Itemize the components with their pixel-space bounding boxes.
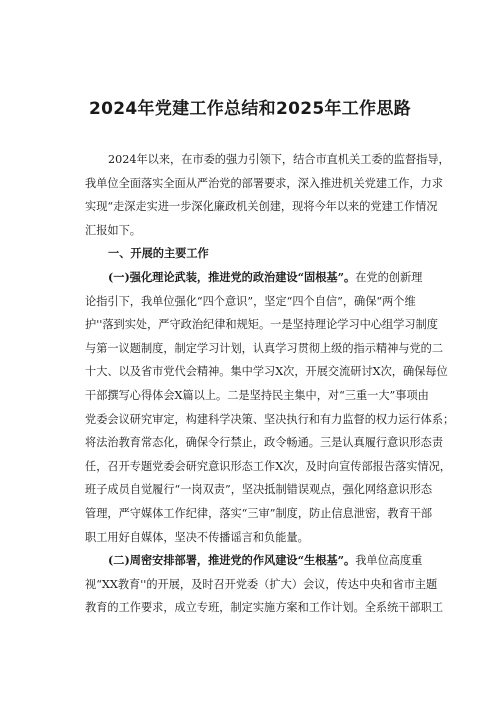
line-text: 任，召开专题党委会研究意识形态工作X次，及时向宣传部报告落实情况， (85, 459, 451, 473)
line-text: 班子成员自觉履行“一岗双责”，坚决抵制错误观点，强化网络意识形态 (85, 483, 433, 497)
body-line (85, 478, 433, 502)
body-line (85, 195, 438, 219)
line-text: 2024年以来，在市委的强力引领下，结合市直机关工委的监督指导， (108, 153, 450, 166)
line-text: 在党的创新理 (355, 270, 423, 284)
body-line (85, 502, 433, 526)
line-text: 我单位全面落实全面从严治党的部署要求，深入推进机关党建工作，力求 (85, 176, 444, 190)
body-line (85, 148, 450, 172)
line-text: 干部撰写心得体会X篇以上。二是坚持民主集中，对“三重一大”事项由 (85, 388, 429, 402)
line-text: 一、开展的主要工作 (108, 246, 209, 261)
body-line (85, 313, 438, 337)
line-text: 护''落到实处，严守政治纪律和规矩。一是坚持理论学习中心组学习制度 (85, 318, 438, 332)
line-text: 论指引下，我单位强化“四个意识”，坚定“四个自信”，确保“两个维 (85, 294, 416, 308)
line-text: 党委会议研究审定，构建科学决策、坚决执行和有力监督的权力运行体系； (85, 412, 455, 426)
document-body (85, 148, 455, 620)
body-line (85, 573, 438, 597)
body-line (85, 455, 451, 479)
line-text: 实现“走深走实进一步深化廉政机关创建，现将今年以来的党建工作情况 (85, 200, 438, 214)
line-text: 职工用好自媒体，坚决不传播谣言和负能量。 (85, 530, 309, 544)
subsection-heading: (一)强化理论武装，推进党的政治建设“固根基”。 (108, 269, 356, 284)
line-text: 我单位高度重 (355, 554, 423, 568)
body-line (85, 360, 448, 384)
body-line (85, 408, 455, 432)
body-line (85, 596, 444, 620)
body-line (85, 172, 444, 196)
line-text: 视“XX教育''的开展，及时召开党委（扩大）会议，传达中央和省市主题 (85, 577, 438, 591)
body-line (85, 219, 415, 243)
document-title: 2024年党建工作总结和2025年工作思路 (89, 99, 411, 119)
body-line (85, 526, 415, 550)
body-line (85, 431, 444, 455)
section-heading (85, 242, 415, 266)
body-line (85, 337, 444, 361)
line-text: 汇报如下。 (85, 223, 141, 237)
body-line (85, 549, 423, 573)
subsection-heading: (二)周密安排部署，推进党的作风建设“生根基”。 (108, 553, 356, 568)
line-text: 与第一议题制度，制定学习计划，认真学习贯彻上级的指示精神与党的二 (85, 341, 444, 355)
line-text: 将法治教育常态化，确保令行禁止，政令畅通。三是认真履行意识形态责 (85, 436, 444, 450)
line-text: 管理，严守媒体工作纪律，落实“三审”制度，防止信息泄密，教育干部 (85, 506, 433, 520)
line-text: 十大、以及省市党代会精神。集中学习X次，开展交流研讨X次，确保每位 (85, 365, 448, 379)
body-line (85, 266, 423, 290)
line-text: 教育的工作要求，成立专班，制定实施方案和工作计划。全系统干部职工 (85, 601, 444, 615)
body-line (85, 384, 429, 408)
body-line (85, 290, 415, 314)
